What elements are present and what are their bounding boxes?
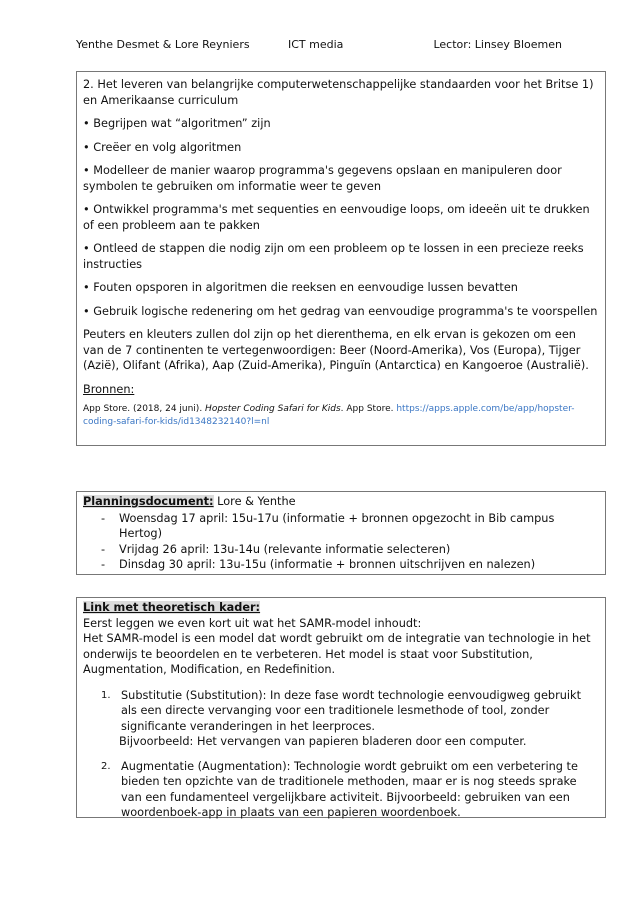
planning-names: Lore & Yenthe [213, 495, 296, 508]
bullet-item: • Ontwikkel programma's met sequenties en eenvoudige loops, om ideeën uit te drukken of een probleem aan te pakken [83, 203, 590, 232]
theory-box [76, 597, 606, 818]
list-item: - Vrijdag 26 april: 13u-14u (relevante informatie selecteren) [83, 542, 599, 558]
bullet-item: • Fouten opsporen in algoritmen die reeksen en eenvoudige lussen bevatten [83, 281, 518, 294]
list-item-example: Bijvoorbeeld: Het vervangen van papieren bladeren door een computer. [119, 735, 527, 748]
citation-title: Hopster Coding Safari for Kids [205, 404, 341, 414]
theory-intro: Eerst leggen we even kort uit wat het SAMR-model inhoudt: [83, 616, 422, 630]
list-item-text: Substitutie (Substitution): In deze fase wordt technologie eenvoudigweg gebruikt als een directe vervanging voor een traditionele lesmethode of tool, zonder significante veranderingen in het leerproces. [121, 688, 582, 733]
planning-list [83, 511, 599, 573]
samr-list [83, 688, 599, 821]
list-item-text: Augmentatie (Augmentation): Technologie wordt gebruikt om een verbetering te bieden ten opzichte van de traditionele methoden, maar er is nog steeds sprake van een fundamenteel vergelijkbare activiteit. Bijvoorbeeld: gebruiken van een woordenboek-app in plaats van een papieren woordenboek. [121, 759, 578, 819]
list-number: 2. [101, 760, 111, 772]
bullet-item: • Modelleer de manier waarop programma's gegevens opslaan en manipuleren door symbolen te gebruiken om informatie weer te geven [83, 164, 562, 193]
header-lector: Lector: Linsey Bloemen [433, 38, 562, 51]
curriculum-intro: 2. Het leveren van belangrijke computerwetenschappelijke standaarden voor het Britse 1) en Amerikaanse curriculum [83, 78, 594, 107]
bullet-item: • Creëer en volg algoritmen [83, 140, 242, 154]
citation-suffix: . App Store. [340, 404, 397, 414]
header-authors: Yenthe Desmet & Lore Reyniers [76, 38, 250, 51]
list-item: - Woensdag 17 april: 15u-17u (informatie + bronnen opgezocht in Bib campus Hertog) [83, 511, 599, 542]
bullet-item: • Gebruik logische redenering om het gedrag van eenvoudige programma's te voorspellen [83, 304, 598, 318]
samr-definition: Het SAMR-model is een model dat wordt gebruikt om de integratie van technologie in het onderwijs te beoordelen en te verbeteren. Het model is staat voor Substitution, Augmentation, Modification, en Redefinition. [83, 632, 591, 676]
bullet-item: • Ontleed de stappen die nodig zijn om een probleem op te lossen in een precieze reeks instructies [83, 242, 584, 271]
planning-label: Planningsdocument: [83, 495, 214, 508]
page-header [76, 38, 562, 54]
bullet-item: • Begrijpen wat “algoritmen” zijn [83, 117, 271, 130]
list-number: 1. [101, 689, 111, 701]
list-item: - Dinsdag 30 april: 13u-15u (informatie + bronnen uitschrijven en nalezen) [83, 557, 599, 573]
animal-theme-paragraph: Peuters en kleuters zullen dol zijn op het dierenthema, en elk ervan is gekozen om een van de 7 continenten te vertegenwoordigen: Beer (Noord-Amerika), Vos (Europa), Tijger (Azië), Olifant (Afrika), Aap (Zuid-Amerika), Pinguïn (Antarctica) en Kangoeroe (Australië). [83, 328, 589, 372]
list-item [83, 759, 599, 821]
theory-label: Link met theoretisch kader: [83, 601, 261, 614]
citation-link[interactable]: https://apps.apple.com/be/app/hopster-coding-safari-for-kids/id1348232140?l=nl [83, 404, 575, 427]
curriculum-box [76, 71, 606, 446]
source-citation [83, 403, 599, 429]
citation-prefix: App Store. (2018, 24 juni). [83, 404, 206, 414]
sources-heading: Bronnen: [83, 382, 135, 396]
theory-heading [83, 600, 599, 616]
planning-box [76, 491, 606, 575]
list-item [83, 688, 599, 750]
header-course: ICT media [288, 38, 344, 51]
planning-heading [83, 494, 599, 510]
